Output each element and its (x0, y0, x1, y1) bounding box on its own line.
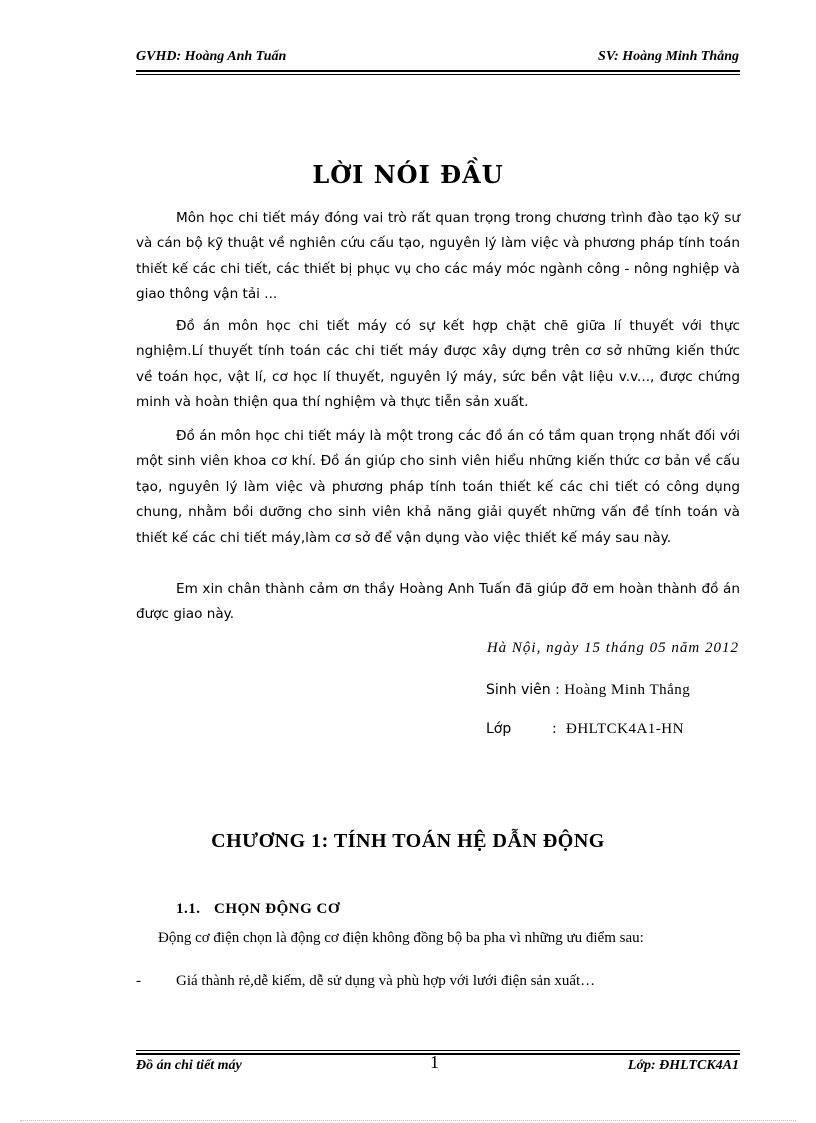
paragraph-4: Em xin chân thành cảm ơn thầy Hoàng Anh Tuấn đã giúp đỡ em hoàn thành đồ án được giao này. (136, 581, 740, 623)
signature-student (486, 682, 690, 699)
header-left: GVHD: Hoàng Anh Tuấn (136, 49, 287, 64)
section-number: 1.1. (176, 901, 201, 917)
header-rule-thin (136, 74, 740, 75)
class-value: ĐHLTCK4A1-HN (566, 721, 684, 737)
signature-class (486, 721, 684, 738)
student-label: Sinh viên : (486, 682, 565, 698)
paragraph-3: Đồ án môn học chi tiết máy là một trong các đồ án có tầm quan trọng nhất đối với một sinh viên khoa cơ khí. Đồ án giúp cho sinh viên hiểu những kiến thức cơ bản về cấu tạo, nguyên lý làm việc và phương pháp tính toán thiết kế các chi tiết có công dụng chung, nhằm bồi dưỡng cho sinh viên khả năng giải quyết những vấn đề tính toán và thiết kế các chi tiết máy,làm cơ sở để vận dụng vào việc thiết kế máy sau này. (136, 428, 740, 546)
signature-date: Hà Nội, ngày 15 tháng 05 năm 2012 (486, 640, 739, 656)
header-right: SV: Hoàng Minh Thắng (598, 49, 739, 64)
page-title: LỜI NÓI ĐẦU (312, 160, 504, 189)
footer-rule-thin (136, 1050, 740, 1051)
paragraph-2: Đồ án môn học chi tiết máy có sự kết hợp chặt chẽ giữa lí thuyết với thực nghiệm.Lí thuyết tính toán các chi tiết máy được xây dựng trên cơ sở những kiến thức về toán học, vật lí, cơ học lí thuyết, nguyên lý máy, sức bền vật liệu v.v..., được chứng minh và hoàn thiện qua thí nghiệm và thực tiễn sản xuất. (136, 318, 740, 411)
page-number: 1 (430, 1052, 439, 1072)
chapter-heading: CHƯƠNG 1: TÍNH TOÁN HỆ DẪN ĐỘNG (211, 830, 605, 852)
section-title: CHỌN ĐỘNG CƠ (214, 901, 340, 917)
bullet-item (136, 973, 595, 990)
footer-right: Lớp: ĐHLTCK4A1 (627, 1058, 739, 1073)
header-rule (136, 70, 740, 72)
paragraph-1: Môn học chi tiết máy đóng vai trò rất quan trọng trong chương trình đào tạo kỹ sư và cán bộ kỹ thuật về nghiên cứu cấu tạo, nguyên lý làm việc và phương pháp tính toán thiết kế các chi tiết, các thiết bị phục vụ cho các máy móc ngành công - nông nghiệp và giao thông vận tải ... (136, 210, 740, 303)
section-intro: Động cơ điện chọn là động cơ điện không đồng bộ ba pha vì những ưu điểm sau: (158, 930, 644, 946)
class-sep: : (552, 721, 557, 737)
class-label: Lớp (486, 721, 512, 737)
page-bottom-border (20, 1120, 796, 1121)
bullet-text: Giá thành rẻ,dễ kiếm, dễ sử dụng và phù hợp với lưới điện sản xuất… (176, 973, 596, 989)
footer-left: Đồ án chi tiết máy (136, 1058, 242, 1073)
student-name: Hoàng Minh Thắng (564, 682, 691, 698)
bullet-marker: - (136, 973, 141, 989)
section-heading (176, 901, 340, 918)
